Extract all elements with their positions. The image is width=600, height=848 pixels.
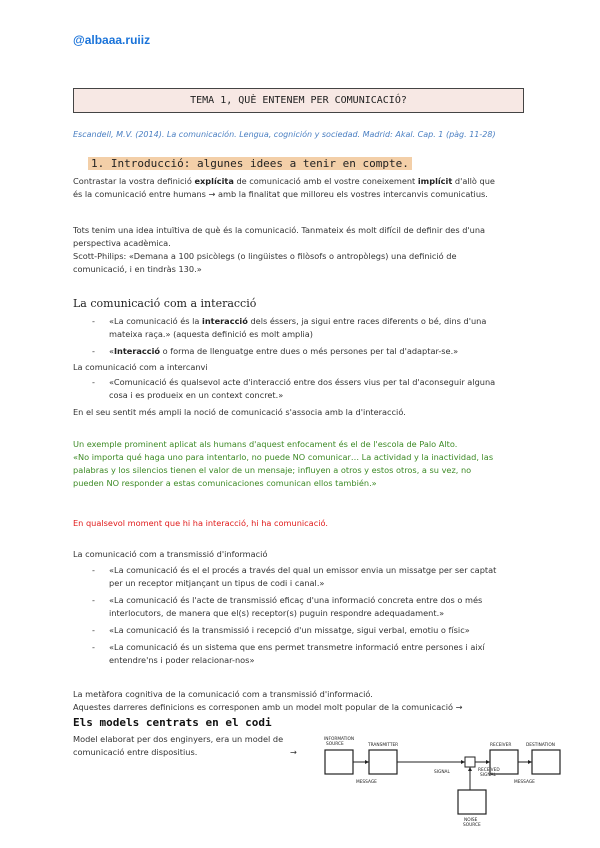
list-item: - «La comunicació és la interacció dels éssers, ja sigui entre races diferents o bé, dins d'una mateixa raça.» (aquesta definició es molt amplia) [92, 316, 487, 339]
interaccio-summary: En el seu sentit més ampli la noció de comunicació s'associa amb la d'interacció. [73, 407, 406, 417]
section-heading-introduccio: 1. Introducció: algunes idees a tenir en compte. [88, 157, 412, 170]
author-handle: @albaaa.ruiiz [73, 33, 151, 47]
heading-interaccio: La comunicació com a interacció [73, 297, 257, 310]
page-title: TEMA 1, QUÈ ENTENEM PER COMUNICACIÓ? [73, 88, 524, 113]
list-item: - «Interacció o forma de llenguatge entre dues o més persones per tal d'adaptar-se.» [92, 346, 459, 356]
label-noise-source: NOISE SOURCE [463, 818, 481, 828]
intro-paragraph: Contrastar la vostra definició explícita de comunicació amb el vostre coneixement implícit d'allò que és la comunicació entre humans → amb la finalitat que milloreu els vostres intercanvis comunicatius. [73, 176, 495, 199]
label-receiver: RECEIVER [490, 743, 512, 748]
list-item: - «La comunicació és el el procés a través del qual un emissor envia un missatge per ser captat per un receptor mitjançant un tipus de codi i canal.» [92, 565, 497, 588]
subheading-intercanvi: La comunicació com a intercanvi [73, 362, 208, 372]
list-item: - «Comunicació és qualsevol acte d'interacció entre dos éssers vius per tal d'aconseguir alguna cosa i es produeix en un context concret.» [92, 377, 496, 400]
label-destination: DESTINATION [526, 743, 555, 748]
shannon-weaver-diagram [322, 730, 570, 838]
label-message-right: MESSAGE [514, 780, 535, 785]
label-info-source: INFORMATION SOURCE [324, 737, 355, 747]
label-signal: SIGNAL [434, 770, 450, 775]
list-item: - «La comunicació és l'acte de transmissió eficaç d'una informació concreta entre dos o més interlocutors, de manera que el(s) receptor(s) puguin respondre adequadament.» [92, 595, 483, 618]
heading-models-codi: Els models centrats en el codi [73, 716, 272, 729]
label-transmitter: TRANSMITTER [368, 743, 399, 748]
citation: Escandell, M.V. (2014). La comunicación. Lengua, cognición y sociedad. Madrid: Akal. Cap. 1 (pàg. 11-28) [73, 130, 496, 139]
palo-alto-paragraph: Un exemple prominent aplicat als humans d'aquest enfocament és el de l'escola de Palo Alto. «No importa qué haga uno para intentarlo, no puede NO comunicar… La actividad y la inactividad, las palabras y los silencios tienen el valor de un mensaje; influyen a otros y estos otros, a su vez, no pueden NO responder a estas comunicaciones comunican ellos también.» [73, 439, 494, 488]
intuition-paragraph: Tots tenim una idea intuïtiva de què és la comunicació. Tanmateix és molt difícil de definir des d'una perspectiva acadèmica. Scott-Philips: «Demana a 100 psicòlegs (o lingüistes o filòsofs o antropòlegs) una definició de comunicació, i en tindràs 130.» [73, 225, 486, 274]
metafora-paragraph: La metàfora cognitiva de la comunicació com a transmissió d'informació. Aquestes darreres definicions es corresponen amb un model molt popular de la comunicació → [73, 689, 463, 712]
label-message-left: MESSAGE [356, 780, 377, 785]
heading-transmissio: La comunicació com a transmissió d'informació [73, 549, 268, 559]
key-note: En qualsevol moment que hi ha interacció, hi ha comunicació. [73, 518, 328, 528]
list-item: - «La comunicació és un sistema que ens permet transmetre informació entre persones i així entendre'ns i poder relacionar-nos» [92, 642, 485, 665]
models-paragraph: Model elaborat per dos enginyers, era un model de comunicació entre dispositius. [73, 734, 284, 757]
list-item: - «La comunicació és la transmissió i recepció d'un missatge, sigui verbal, emotiu o físic» [92, 625, 470, 635]
arrow-right-icon: → [290, 747, 297, 757]
label-received-signal: RECEIVED SIGNAL [478, 768, 500, 778]
